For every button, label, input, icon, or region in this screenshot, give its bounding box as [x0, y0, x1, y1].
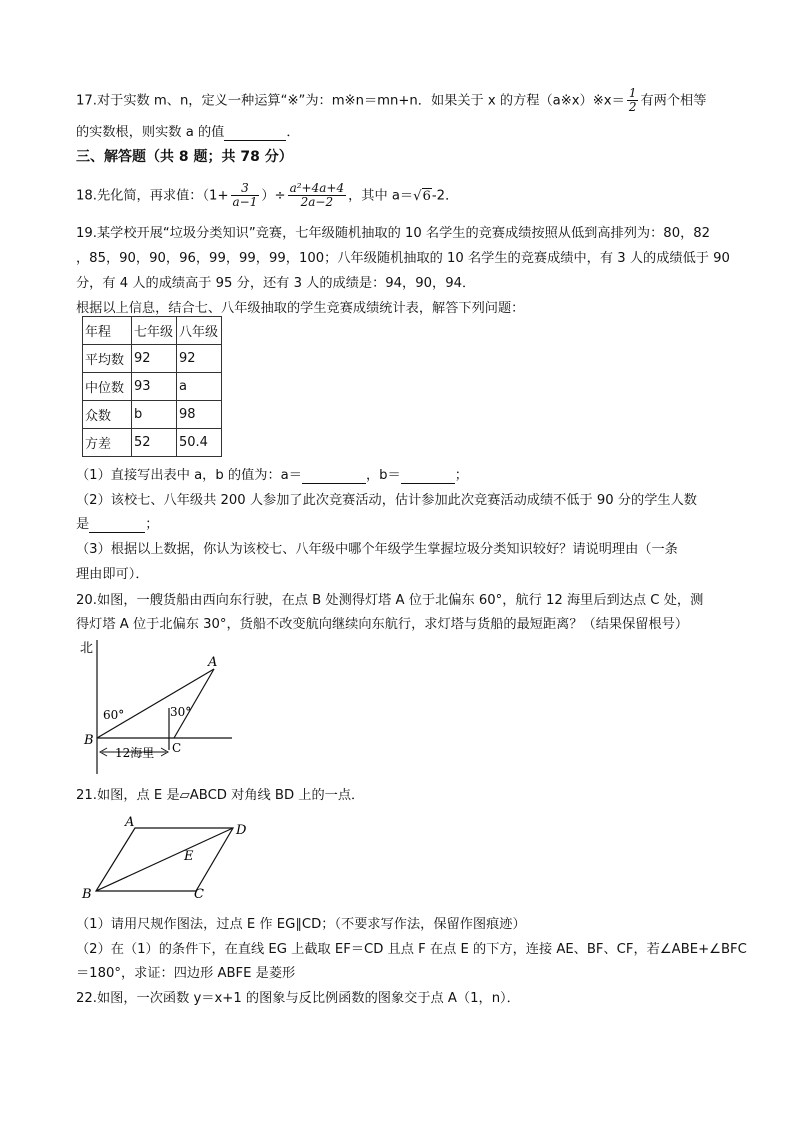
q19-line3: 分，有 4 人的成绩高于 95 分，还有 3 人的成绩是：94，90，94．: [76, 276, 476, 291]
table-cell: 众数: [83, 401, 132, 429]
q18-sqrt-value: 6: [422, 188, 431, 204]
q19-blank-a[interactable]: [302, 468, 366, 484]
point-B-label: B: [84, 733, 94, 748]
q18-sqrt: √6: [413, 188, 431, 204]
q17-line2: [76, 121, 300, 141]
q18-fraction-1: [231, 182, 260, 209]
line-CA: [174, 669, 214, 738]
q18-f2-num: a²+4a+4: [289, 181, 345, 195]
q19-sub2-line1: （2）该校七、八年级共 200 人参加了此次竞赛活动，估计参加此次竞赛活动成绩不低于 90 分的学生人数: [76, 493, 697, 508]
section-heading: 三、解答题（共 8 题；共 78 分）: [76, 149, 293, 165]
line-BA: [97, 669, 214, 738]
q18-end: -2．: [431, 188, 459, 204]
q22-line1: 22.如图，一次函数 y＝x+1 的图象与反比例函数的图象交于点 A（1，n）．: [76, 991, 520, 1006]
table-header-cell: 七年级: [132, 317, 177, 345]
q18-f1-num: 3: [231, 182, 260, 196]
q17-text-line2: 的实数根，则实数 a 的值: [76, 125, 225, 140]
q21-line1: 21.如图，点 E 是▱ABCD 对角线 BD 上的一点．: [76, 788, 365, 803]
q18-prefix: 18.先化简，再求值：（1+: [76, 188, 229, 204]
q19-line2: ，85，90，90，96，99，99，99，100；八年级随机抽取的 10 名学生的竞赛成绩中，有 3 人的成绩低于 90: [76, 251, 730, 266]
q20-figure: [80, 636, 240, 778]
q19-sub3-line1: （3）根据以上数据，你认为该校七、八年级中哪个年级学生掌握垃圾分类知识较好？请说明理由（一条: [76, 542, 678, 557]
q21-sub1: （1）请用尺规作图法，过点 E 作 EG∥CD；（不要求写作法，保留作图痕迹）: [76, 917, 526, 932]
table-cell: 92: [132, 345, 177, 373]
diagonal-BD: [96, 828, 233, 891]
vertex-A-label: A: [125, 815, 135, 830]
q18-line: [76, 182, 458, 209]
table-cell: 92: [177, 345, 222, 373]
table-cell: 98: [177, 401, 222, 429]
q19-blank-count[interactable]: [89, 517, 145, 533]
q19-blank-b[interactable]: [401, 468, 455, 484]
table-header-cell: 年程: [83, 317, 132, 345]
q20-line1: 20.如图，一艘货船由西向东行驶，在点 B 处测得灯塔 A 位于北偏东 60°，航行 12 海里后到达点 C 处，测: [76, 593, 704, 608]
q21-sub2-line2: ＝180°，求证：四边形 ABFE 是菱形: [76, 966, 296, 981]
distance-label: 12海里: [115, 746, 155, 760]
table-cell: 50.4: [177, 429, 222, 457]
table-row: [83, 373, 222, 401]
q18-f1-den: a−1: [232, 195, 258, 209]
q19-sub1-a: （1）直接写出表中 a，b 的值为：a＝: [76, 468, 302, 483]
q19-sub1: [76, 464, 468, 484]
q19-sub2-line2: [76, 513, 158, 533]
q19-sub2-end: ；: [145, 517, 159, 532]
q19-sub1-b: ，b＝: [365, 468, 401, 483]
q19-line4: 根据以上信息，结合七、八年级抽取的学生竞赛成绩统计表，解答下列问题：: [76, 301, 525, 316]
table-header-row: [83, 317, 222, 345]
q21-sub2-line1: （2）在（1）的条件下，在直线 EG 上截取 EF＝CD 且点 F 在点 E 的下方，连接 AE、BF、CF，若∠ABE+∠BFC: [76, 942, 747, 957]
table-header-cell: 八年级: [177, 317, 222, 345]
table-cell: 中位数: [83, 373, 132, 401]
point-C-label: C: [172, 741, 182, 755]
table-cell: a: [177, 373, 222, 401]
q19-sub3-line2: 理由即可）．: [76, 567, 149, 582]
table-cell: 52: [132, 429, 177, 457]
vertex-C-label: C: [194, 887, 204, 902]
q17-answer-blank[interactable]: [224, 125, 286, 141]
q19-line1: 19.某学校开展“垃圾分类知识”竞赛，七年级随机抽取的 10 名学生的竞赛成绩按照从低到高排列为：80，82: [76, 226, 711, 241]
q18-f2-den: 2a−2: [300, 195, 334, 209]
vertex-D-label: D: [236, 823, 247, 838]
angle-30-label: 30°: [170, 705, 192, 719]
stats-table: [82, 316, 222, 457]
q17-text-part2: 有两个相等: [640, 93, 707, 109]
q19-sub1-end: ；: [454, 468, 468, 483]
point-A-label: A: [208, 655, 218, 670]
table-cell: 方差: [83, 429, 132, 457]
q20-line2: 得灯塔 A 位于北偏东 30°，货船不改变航向继续向东航行，求灯塔与货船的最短距离？（结果保留根号）: [76, 617, 689, 632]
q17-frac-den: 2: [628, 100, 637, 114]
q18-fraction-2: [288, 182, 347, 209]
table-cell: 93: [132, 373, 177, 401]
q17-fraction: [627, 87, 639, 114]
angle-60-label: 60°: [103, 708, 125, 722]
q17-text-line2-end: ．: [286, 125, 300, 140]
point-E-label: E: [184, 849, 194, 864]
table-row: [83, 345, 222, 373]
table-cell: b: [132, 401, 177, 429]
table-cell: 平均数: [83, 345, 132, 373]
table-row: [83, 401, 222, 429]
table-row: [83, 429, 222, 457]
q21-figure: [78, 812, 258, 902]
q19-sub2-line2-text: 是: [76, 517, 90, 532]
q18-mid: ）÷: [261, 188, 286, 204]
q17-line1: [76, 87, 706, 114]
vertex-B-label: B: [82, 887, 92, 902]
north-label: 北: [80, 641, 94, 656]
q18-suffix: ，其中 a＝: [348, 188, 414, 204]
q17-text-part1: 17.对于实数 m、n，定义一种运算“※”为：m※n＝mn+n．如果关于 x 的方程（a※x）※x＝: [76, 93, 625, 109]
q17-frac-num: 1: [628, 86, 637, 100]
